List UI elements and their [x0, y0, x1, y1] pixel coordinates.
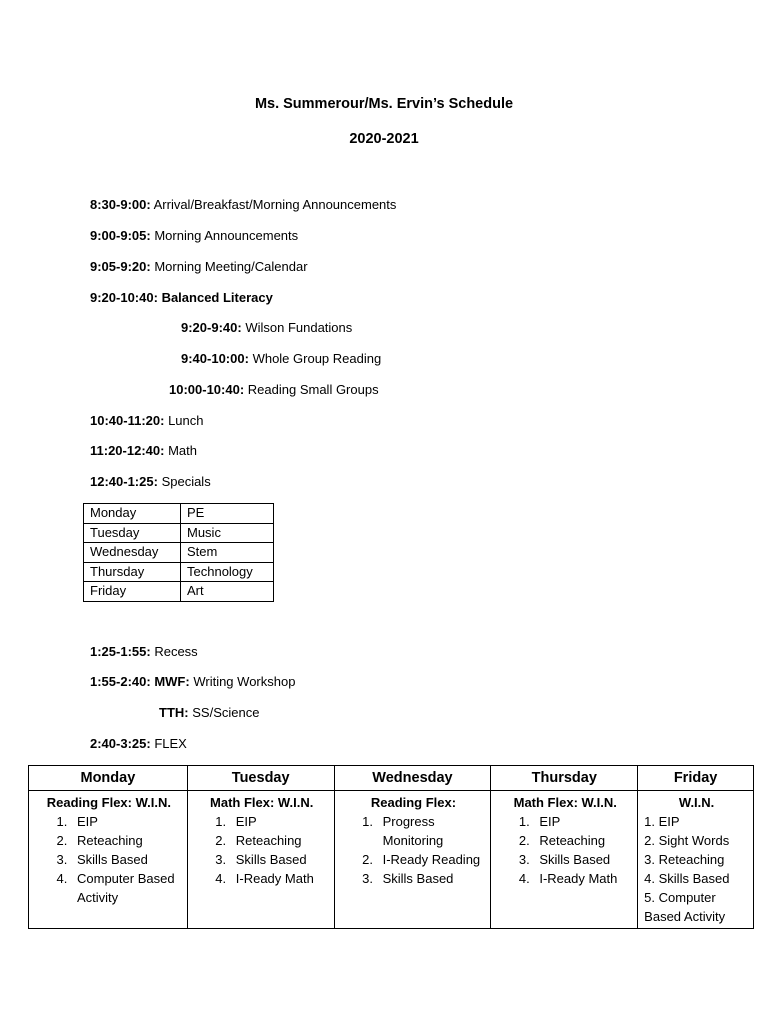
schedule-line — [90, 474, 211, 489]
table-header-row — [29, 766, 754, 791]
list-item: 1. EIP — [71, 812, 183, 831]
list-item: 4. I-Ready Math — [533, 869, 633, 888]
schedule-time: 9:20-9:40: — [181, 320, 242, 335]
cell-heading: Reading Flex: — [370, 795, 457, 810]
schedule-time: 12:40-1:25: — [90, 474, 158, 489]
schedule-time: TTH: — [159, 705, 189, 720]
column-header: Thursday — [491, 766, 638, 791]
schedule-time: 11:20-12:40: — [90, 443, 165, 458]
schedule-activity: Morning Announcements — [154, 228, 299, 243]
list-item: 4. Computer Based Activity — [71, 869, 183, 907]
specials-subject: Art — [181, 582, 274, 602]
schedule-activity: SS/Science — [192, 705, 260, 720]
schedule-time: 9:00-9:05: — [90, 228, 151, 243]
list-item: 5. Computer Based Activity — [644, 890, 726, 924]
flex-cell-thursday — [491, 791, 638, 929]
specials-subject: PE — [181, 504, 274, 524]
schedule-activity: Morning Meeting/Calendar — [154, 259, 308, 274]
list-item: 2. Reteaching — [230, 831, 330, 850]
schedule-line — [90, 290, 273, 305]
school-year: 2020-2021 — [349, 131, 419, 147]
specials-table — [83, 503, 274, 602]
schedule-line — [90, 259, 308, 274]
schedule-activity: FLEX — [154, 736, 187, 751]
column-header: Monday — [29, 766, 188, 791]
schedule-time: 9:40-10:00: — [181, 351, 249, 366]
table-row — [84, 582, 274, 602]
specials-subject: Technology — [181, 562, 274, 582]
column-header: Friday — [638, 766, 754, 791]
schedule-time: 8:30-9:00: — [90, 197, 151, 212]
cell-heading: Math Flex: W.I.N. — [210, 795, 314, 810]
schedule-line — [90, 736, 187, 751]
page-title: Ms. Summerour/Ms. Ervin’s Schedule — [254, 96, 514, 112]
list-item: 2. Sight Words — [644, 833, 730, 848]
schedule-time: 2:40-3:25: — [90, 736, 151, 751]
list-item: 1. EIP — [644, 814, 680, 829]
schedule-subline — [181, 351, 381, 366]
list-item: 1. EIP — [533, 812, 633, 831]
specials-subject: Music — [181, 523, 274, 543]
flex-table — [28, 765, 754, 929]
flex-list — [341, 812, 487, 888]
schedule-prefix: MWF: — [154, 674, 190, 689]
schedule-line — [90, 228, 298, 243]
schedule-line — [90, 674, 295, 689]
schedule-line — [90, 197, 396, 212]
specials-subject: Stem — [181, 543, 274, 563]
table-row — [84, 543, 274, 563]
specials-day: Tuesday — [84, 523, 181, 543]
schedule-line — [90, 443, 197, 458]
specials-day: Friday — [84, 582, 181, 602]
schedule-activity: Lunch — [168, 413, 204, 428]
schedule-activity: Math — [168, 443, 197, 458]
schedule-activity: Writing Workshop — [193, 674, 296, 689]
flex-cell-wednesday — [334, 791, 491, 929]
list-item: 1. EIP — [230, 812, 330, 831]
list-item: 3. Skills Based — [377, 869, 487, 888]
table-row — [84, 504, 274, 524]
table-row — [84, 562, 274, 582]
flex-cell-monday — [29, 791, 188, 929]
schedule-activity: Whole Group Reading — [252, 351, 382, 366]
schedule-activity: Balanced Literacy — [161, 290, 273, 305]
flex-list — [194, 812, 330, 888]
specials-day: Thursday — [84, 562, 181, 582]
list-item: 3. Reteaching — [644, 852, 725, 867]
cell-heading: W.I.N. — [678, 795, 715, 810]
specials-day: Wednesday — [84, 543, 181, 563]
schedule-time: 1:25-1:55: — [90, 644, 151, 659]
cell-heading: Math Flex: W.I.N. — [513, 795, 617, 810]
table-row — [29, 791, 754, 929]
list-item: 3. Skills Based — [230, 850, 330, 869]
list-item: 2. I-Ready Reading — [377, 850, 487, 869]
schedule-time: 10:00-10:40: — [169, 382, 245, 397]
specials-day: Monday — [84, 504, 181, 524]
list-item: 3. Skills Based — [533, 850, 633, 869]
schedule-time: 1:55-2:40: — [90, 674, 151, 689]
schedule-line — [90, 644, 198, 659]
schedule-subline — [159, 705, 259, 720]
flex-cell-friday — [638, 791, 754, 929]
schedule-activity: Wilson Fundations — [245, 320, 353, 335]
flex-cell-tuesday — [187, 791, 334, 929]
table-row — [84, 523, 274, 543]
list-item: 4. Skills Based — [644, 871, 730, 886]
column-header: Wednesday — [334, 766, 491, 791]
schedule-time: 9:20-10:40: — [90, 290, 158, 305]
list-item: 3. Skills Based — [71, 850, 183, 869]
schedule-subline — [181, 320, 352, 335]
flex-list — [497, 812, 633, 888]
list-item: 2. Reteaching — [71, 831, 183, 850]
schedule-activity: Reading Small Groups — [247, 382, 379, 397]
schedule-activity: Specials — [161, 474, 211, 489]
schedule-subline — [169, 382, 379, 397]
list-item: 4. I-Ready Math — [230, 869, 330, 888]
list-item: 1. Progress Monitoring — [377, 812, 487, 850]
cell-heading: Reading Flex: W.I.N. — [46, 795, 171, 810]
schedule-activity: Arrival/Breakfast/Morning Announcements — [153, 197, 397, 212]
list-item: 2. Reteaching — [533, 831, 633, 850]
schedule-time: 10:40-11:20: — [90, 413, 165, 428]
flex-list — [35, 812, 183, 907]
schedule-line — [90, 413, 204, 428]
schedule-activity: Recess — [154, 644, 198, 659]
schedule-time: 9:05-9:20: — [90, 259, 151, 274]
column-header: Tuesday — [187, 766, 334, 791]
